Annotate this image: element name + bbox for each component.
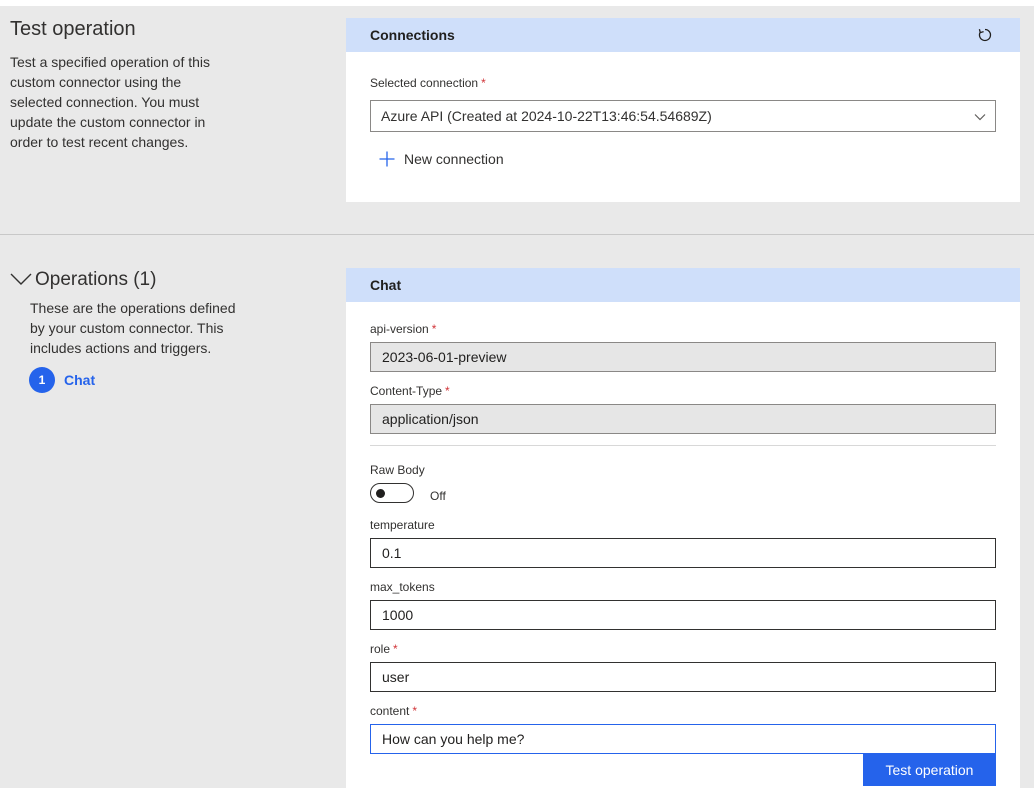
content-label: content * <box>370 704 418 718</box>
plus-icon <box>378 150 396 168</box>
top-strip <box>0 0 1034 6</box>
test-operation-button[interactable]: Test operation <box>863 754 996 786</box>
operations-title: Operations (1) <box>35 269 157 290</box>
chat-card <box>346 268 1020 788</box>
test-operation-description: Test a specified operation of this custom connector using the selected connection. You must update the custom connector in order to test recent changes. <box>10 54 211 150</box>
temperature-input[interactable]: 0.1 <box>370 538 996 568</box>
content-type-label: Content-Type * <box>370 384 450 398</box>
toggle-knob <box>376 489 385 498</box>
chevron-down-icon <box>973 110 987 124</box>
test-operation-title: Test operation <box>10 18 136 40</box>
max-tokens-label: max_tokens <box>370 580 435 594</box>
connections-card <box>346 18 1020 202</box>
chat-header <box>346 268 1020 302</box>
collapse-chevron-icon[interactable] <box>10 268 32 290</box>
raw-body-toggle[interactable] <box>370 483 414 503</box>
role-input[interactable]: user <box>370 662 996 692</box>
raw-body-state: Off <box>430 489 446 503</box>
raw-body-label: Raw Body <box>370 463 425 477</box>
content-type-input[interactable]: application/json <box>370 404 996 434</box>
new-connection-label: New connection <box>404 151 504 167</box>
operations-description: These are the operations defined by your custom connector. This includes actions and triggers. <box>30 300 236 356</box>
operation-label: Chat <box>64 372 96 388</box>
section-divider <box>0 234 1034 235</box>
fields-separator <box>370 445 996 446</box>
connections-header <box>346 18 1020 52</box>
refresh-icon[interactable] <box>976 26 994 44</box>
temperature-label: temperature <box>370 518 435 532</box>
api-version-input[interactable]: 2023-06-01-preview <box>370 342 996 372</box>
new-connection-button[interactable] <box>378 150 504 168</box>
bottom-strip <box>0 788 1034 792</box>
operation-item-chat[interactable] <box>29 367 95 393</box>
connections-header-label: Connections <box>370 27 455 43</box>
selected-connection-value: Azure API (Created at 2024-10-22T13:46:54.54689Z) <box>381 108 712 124</box>
max-tokens-input[interactable]: 1000 <box>370 600 996 630</box>
selected-connection-dropdown[interactable] <box>370 100 996 132</box>
operation-number-badge: 1 <box>29 367 55 393</box>
api-version-label: api-version * <box>370 322 437 336</box>
content-input[interactable]: How can you help me? <box>370 724 996 754</box>
role-label: role * <box>370 642 398 656</box>
chat-header-label: Chat <box>370 277 402 293</box>
selected-connection-label: Selected connection * <box>370 76 486 90</box>
